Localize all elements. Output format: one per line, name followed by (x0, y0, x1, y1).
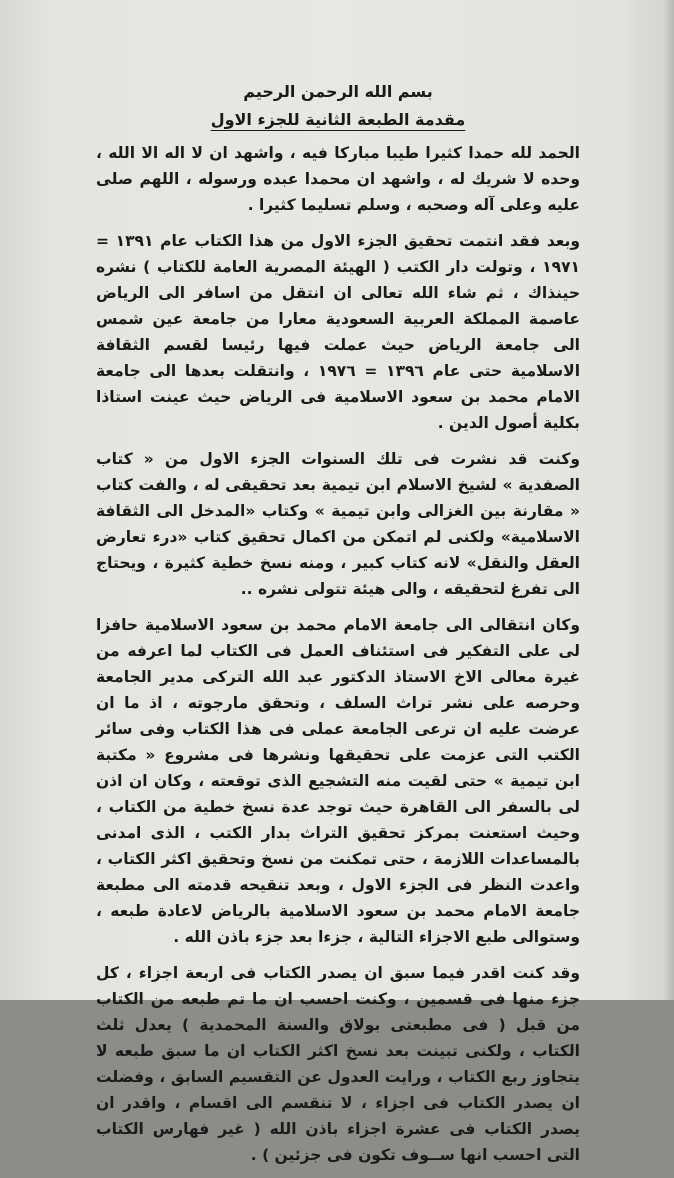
paragraph-3: وكنت قد نشرت فى تلك السنوات الجزء الاول من « كتاب الصفدية » لشيخ الاسلام ابن تيمية بعد تحقيقى له ، والفت كتاب « مقارنة بين الغزالى وابن تيمية » وكتاب «المدخل الى الثقافة الاسلامية» ولكنى لم اتمكن من اكمال تحقيق كتاب «درء تعارض العقل والنقل» لانه كتاب كبير ، ومنه نسخ خطية كثيرة ، ويحتاج الى تفرغ لتحقيقه ، والى هيئة تتولى نشره .. (96, 450, 580, 598)
page-title: مقدمة الطبعة الثانية للجزء الاول (210, 110, 466, 129)
paragraph-5: وقد كنت اقدر فيما سبق ان يصدر الكتاب فى اربعة اجزاء ، كل جزء منها فى قسمين ، وكنت احسب ان ما تم طبعه من الكتاب من قبل ( فى مطبعتى بولاق والسنة المحمدية ) يعدل ثلث الكتاب ، ولكنى تبينت بعد نسخ اكثر الكتاب ان ما سبق طبعه لا يتجاوز ربع الكتاب ، ورايت العدول عن التقسيم السابق ، وفضلت ان يصدر الكتاب فى اجزاء ، لا تنقسم الى اقسام ، واقدر ان يصدر الكتاب فى عشرة اجزاء باذن الله ( غير فهارس الكتاب التى احسب انها ســوف تكون فى جزئين ) . (96, 964, 580, 1164)
paragraph-4: وكان انتقالى الى جامعة الامام محمد بن سعود الاسلامية حافزا لى على التفكير فى استئناف العمل فى الكتاب لما اعرفه من غيرة معالى الاخ الاستاذ الدكتور عبد الله التركى مدير الجامعة وحرصه على نشر تراث السلف ، وتحقق مارجوته ، اذ ما ان عرضت عليه ان ترعى الجامعة عملى فى هذا الكتاب وفى سائر الكتب التى عزمت على تحقيقها ونشرها فى مشروع « مكتبة ابن تيمية » حتى لقيت منه التشجيع الذى توقعته ، وكان ان اذن لى بالسفر الى القاهرة حيث توجد عدة نسخ خطية من الكتاب ، وحيث استعنت بمركز تحقيق التراث بدار الكتب ، الذى امدنى بالمساعدات اللازمة ، حتى تمكنت من نسخ وتحقيق اكثر الكتاب ، واعدت النظر فى الجزء الاول ، وبعد تنقيحه قدمته الى مطبعة جامعة الامام محمد بن سعود الاسلامية بالرياض لاعادة طبعه ، وستوالى طبع الاجزاء التالية ، جزءا بعد جزء باذن الله . (96, 616, 580, 946)
basmala-heading: بسم الله الرحمن الرحيم (243, 82, 433, 101)
paragraph-1: الحمد لله حمدا كثيرا طيبا مباركا فيه ، واشهد ان لا اله الا الله ، وحده لا شريك له ، واشهد ان محمدا عبده ورسوله ، اللهم صلى عليه وعلى آله وصحبه ، وسلم تسليما كثيرا . (96, 144, 580, 214)
paragraph-2: وبعد فقد انتمت تحقيق الجزء الاول من هذا الكتاب عام ١٣٩١ = ١٩٧١ ، وتولت دار الكتب ( الهيئة المصرية العامة للكتاب ) نشره حينذاك ، ثم شاء الله تعالى ان انتقل من اسافر الى الرياض عاصمة المملكة العربية السعودية معارا من جامعة عين شمس الى جامعة الرياض حيث عملت فيها رئيسا لقسم الثقافة الاسلامية حتى عام ١٣٩٦ = ١٩٧٦ ، وانتقلت بعدها الى جامعة الامام محمد بن سعود الاسلامية فى الرياض حيث عينت استاذا بكلية أصول الدين . (96, 232, 581, 432)
page-edge-shadow (664, 0, 674, 1000)
page-text (96, 78, 580, 1178)
